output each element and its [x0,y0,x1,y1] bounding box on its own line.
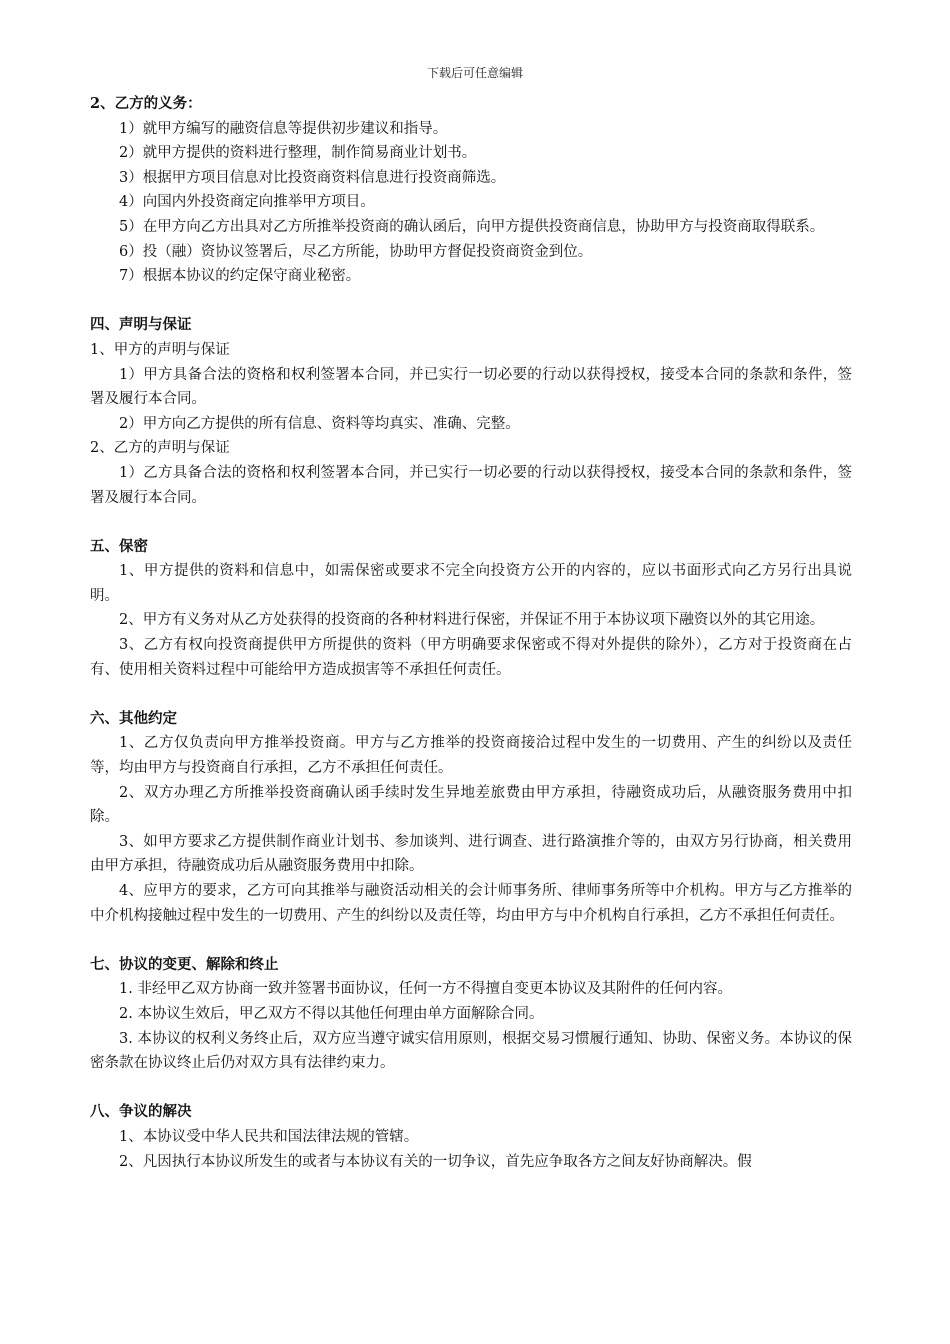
paragraph: 1. 非经甲乙双方协商一致并签署书面协议，任何一方不得擅自变更本协议及其附件的任何内容。 [119,981,732,998]
paragraph: 2）就甲方提供的资料进行整理，制作简易商业计划书。 [119,145,477,162]
paragraph: 1）甲方具备合法的资格和权利签署本合同，并已实行一切必要的行动以获得授权，接受本合同的条款和条件，签署及履行本合同。 [90,366,852,408]
paragraph: 2、双方办理乙方所推举投资商确认函手续时发生异地差旅费由甲方承担，待融资成功后，从融资服务费用中扣除。 [90,784,852,826]
paragraph: 2、乙方的声明与保证 [90,440,230,457]
section-heading: 四、声明与保证 [90,316,192,334]
paragraph: 2）甲方向乙方提供的所有信息、资料等均真实、准确、完整。 [119,415,520,432]
paragraph: 1）就甲方编写的融资信息等提供初步建议和指导。 [119,120,448,137]
paragraph: 1、乙方仅负责向甲方推举投资商。甲方与乙方推举的投资商接洽过程中发生的一切费用、产生的纠纷以及责任等，均由甲方与投资商自行承担，乙方不承担任何责任。 [90,735,852,777]
paragraph: 4、应甲方的要求，乙方可向其推举与融资活动相关的会计师事务所、律师事务所等中介机构。甲方与乙方推举的中介机构接触过程中发生的一切费用、产生的纠纷以及责任等，均由甲方与中介机构自行承担，乙方不承担任何责任。 [90,883,852,924]
paragraph: 2. 本协议生效后，甲乙双方不得以其他任何理由单方面解除合同。 [119,1005,544,1022]
paragraph: 1、本协议受中华人民共和国法律法规的管辖。 [119,1128,419,1145]
section-heading: 2、乙方的义务： [90,95,202,112]
paragraph: 3、如甲方要求乙方提供制作商业计划书、参加谈判、进行调查、进行路演推介等的，由双方另行协商，相关费用由甲方承担，待融资成功后从融资服务费用中扣除。 [90,833,852,875]
section-heading: 六、其他约定 [90,709,177,727]
section-gap [90,289,852,314]
paragraph: 3、乙方有权向投资商提供甲方所提供的资料（甲方明确要求保密或不得对外提供的除外），乙方对于投资商在占有、使用相关资料过程中可能给甲方造成损害等不承担任何责任。 [90,637,852,678]
section-heading: 八、争议的解决 [90,1103,192,1121]
paragraph: 2、凡因执行本协议所发生的或者与本协议有关的一切争议，首先应争取各方之间友好协商解决。假 [119,1153,752,1170]
paragraph: 1、甲方提供的资料和信息中，如需保密或要求不完全向投资方公开的内容的，应以书面形式向乙方另行出具说明。 [90,563,852,604]
paragraph: 1）乙方具备合法的资格和权利签署本合同，并已实行一切必要的行动以获得授权，接受本合同的条款和条件，签署及履行本合同。 [90,464,852,506]
paragraph: 5）在甲方向乙方出具对乙方所推举投资商的确认函后，向甲方提供投资商信息，协助甲方与投资商取得联系。 [119,218,825,235]
paragraph: 3）根据甲方项目信息对比投资商资料信息进行投资商筛选。 [119,169,506,186]
paragraph: 4）向国内外投资商定向推举甲方项目。 [119,194,375,211]
paragraph: 2、甲方有义务对从乙方处获得的投资商的各种材料进行保密，并保证不用于本协议项下融资以外的其它用途。 [119,612,825,629]
section-gap [90,1076,852,1101]
paragraph: 1、甲方的声明与保证 [90,341,230,358]
paragraph: 7）根据本协议的约定保守商业秘密。 [119,268,361,285]
page-header: 下载后可任意编辑 [426,66,523,80]
section-gap [90,682,852,707]
paragraph: 6）投（融）资协议签署后，尽乙方所能，协助甲方督促投资商资金到位。 [119,243,593,260]
section-gap [90,928,852,953]
paragraph: 3. 本协议的权利义务终止后，双方应当遵守诚实信用原则，根据交易习惯履行通知、协助、保密义务。本协议的保密条款在协议终止后仍对双方具有法律约束力。 [90,1030,852,1072]
section-gap [90,510,852,535]
section-heading: 七、协议的变更、解除和终止 [90,955,279,973]
document-body [90,92,852,1174]
section-heading: 五、保密 [90,537,148,555]
